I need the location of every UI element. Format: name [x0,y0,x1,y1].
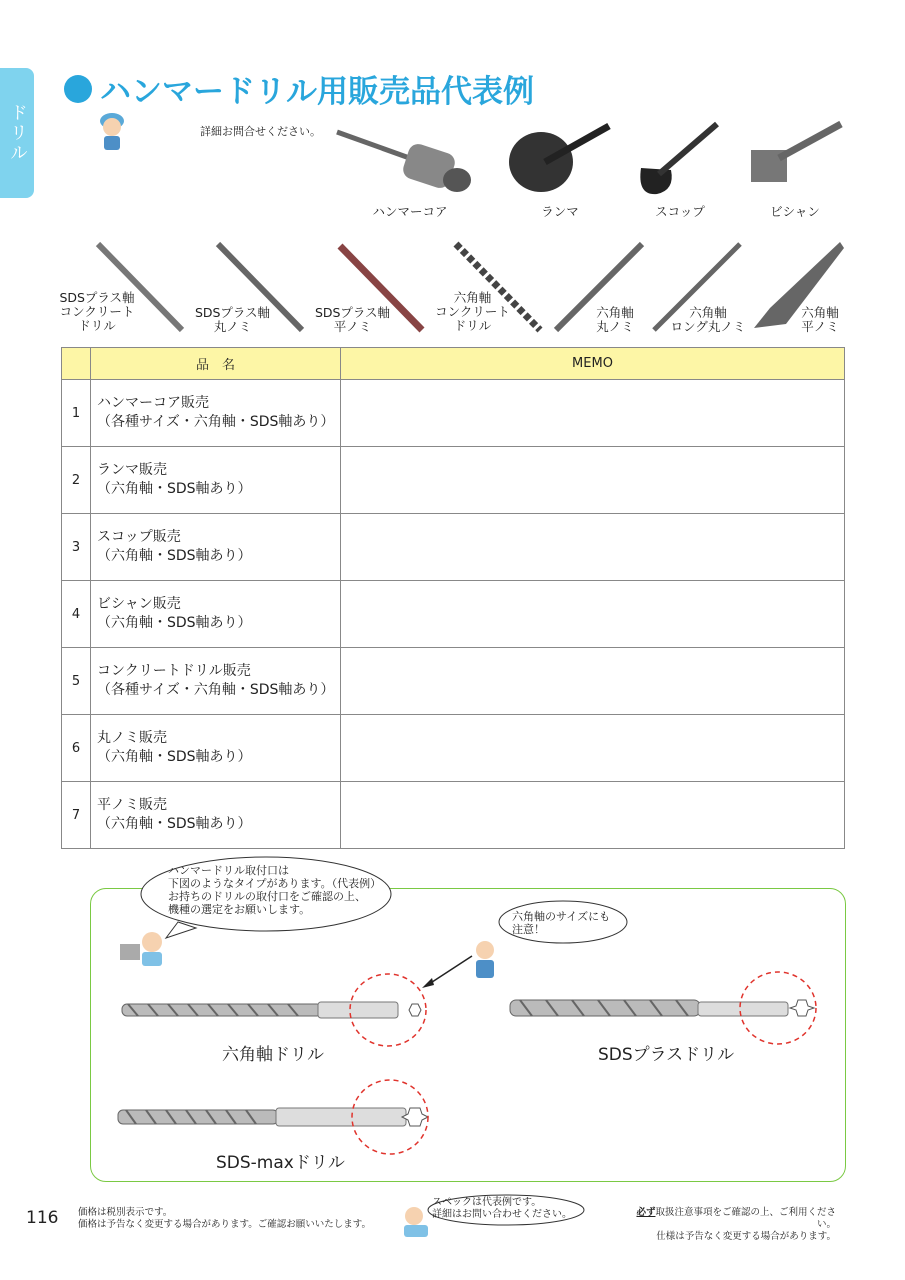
rammer-image [505,118,615,200]
row-name-line2: （六角軸・SDS軸あり） [97,481,252,497]
label-line: SDSプラス軸 [314,305,391,320]
page-title-text: ハンマードリル用販売品代表例 [100,74,534,110]
row-name [91,782,341,849]
table-row [62,648,845,715]
row-name-line1: 丸ノミ販売 [97,730,167,746]
row-name-line2: （六角軸・SDS軸あり） [97,816,252,832]
label-line: 六角軸 [453,290,492,305]
bubble-line: 下図のようなタイプがあります。（代表例） [168,877,382,890]
memo-cell[interactable] [341,380,845,447]
label-line: 六角軸 [596,305,634,320]
footer-line: 詳細はお問い合わせください。 [432,1209,572,1220]
memo-cell[interactable] [341,715,845,782]
product-label-hex-drill [430,291,515,333]
row-name [91,648,341,715]
footer-emphasis: 必ず [636,1207,656,1218]
inquiry-note: 詳細お問合せください。 [200,125,321,138]
footer-caution-note [622,1207,836,1243]
label-line: 丸ノミ [596,319,634,334]
label-line: ロング丸ノミ [670,319,746,334]
label-line: 丸ノミ [213,319,252,334]
memo-cell[interactable] [341,514,845,581]
row-name-line2: （各種サイズ・六角軸・SDS軸あり） [97,414,335,430]
label-line: ドリル [453,318,492,333]
header-memo: MEMO [341,348,845,380]
product-label-shovel: スコップ [655,204,705,219]
worker-mascot-icon [96,110,128,152]
row-name-line1: ビシャン販売 [97,596,181,612]
footer-price-note [78,1207,371,1231]
table-row [62,715,845,782]
speech-bubble-hex-text [512,910,622,936]
row-name-line2: （六角軸・SDS軸あり） [97,615,252,631]
product-label-hex-long-round-chisel [668,306,748,334]
row-name-line2: （六角軸・SDS軸あり） [97,548,252,564]
row-number: 7 [62,782,91,849]
memo-cell[interactable] [341,648,845,715]
product-label-hex-round-chisel [580,306,650,334]
label-line: コンクリート [59,304,135,319]
table-row [62,514,845,581]
footer-line: スペックは代表例です。 [432,1197,542,1208]
row-number: 1 [62,380,91,447]
row-name-line1: 平ノミ販売 [97,797,167,813]
table-header-row [62,348,845,380]
page-number: 116 [26,1208,59,1228]
footer-bubble-text [432,1197,572,1221]
header-name: 品 名 [91,348,341,380]
page-title [64,66,534,111]
row-number: 2 [62,447,91,514]
hex-drill-label: 六角軸ドリル [222,1045,324,1065]
product-label-sds-plus-drill [52,291,142,333]
row-name-line1: ハンマーコア販売 [97,395,209,411]
row-name [91,514,341,581]
row-name [91,380,341,447]
header-no [62,348,91,380]
row-number: 3 [62,514,91,581]
sds-max-drill-label: SDS-maxドリル [216,1153,345,1173]
hammer-core-image [335,118,485,200]
memo-cell[interactable] [341,581,845,648]
footer-line: 価格は予告なく変更する場合があります。ご確認お願いいたします。 [78,1219,371,1230]
label-line: ドリル [78,318,116,333]
product-label-hex-flat-chisel [790,306,850,334]
label-line: 平ノミ [333,319,372,334]
sds-max-drill-image [114,1078,436,1158]
footer-line: 仕様は予告なく変更する場合があります。 [656,1231,836,1242]
operator-mascot-icon [118,926,168,968]
row-name-line1: ランマ販売 [97,462,167,478]
bushing-tool-image [745,118,845,200]
product-label-bushing: ビシャン [770,204,820,219]
label-line: 六角軸 [801,305,839,320]
sds-plus-drill-label: SDSプラスドリル [598,1045,735,1065]
table-row [62,581,845,648]
product-label-hammer-core: ハンマーコア [372,204,448,219]
speech-bubble-main-text [168,864,388,916]
bubble-line: ハンマードリル取付口は [168,864,289,877]
product-label-sds-plus-round-chisel [190,306,275,334]
bullet-icon [64,75,92,103]
row-name [91,715,341,782]
sds-plus-drill-image [506,970,824,1050]
bubble-line: 六角軸のサイズにも [512,910,611,923]
row-name-line1: スコップ販売 [97,529,181,545]
shovel-image [635,118,725,200]
table-row [62,447,845,514]
bubble-line: お持ちのドリルの取付口をご確認の上、 [168,890,366,903]
row-name-line2: （各種サイズ・六角軸・SDS軸あり） [97,682,335,698]
product-label-sds-plus-flat-chisel [310,306,395,334]
footer-line: 価格は税別表示です。 [78,1207,173,1218]
memo-cell[interactable] [341,782,845,849]
row-name [91,581,341,648]
row-number: 5 [62,648,91,715]
table-row [62,380,845,447]
memo-cell[interactable] [341,447,845,514]
label-line: 平ノミ [801,319,839,334]
row-name-line1: コンクリートドリル販売 [97,663,251,679]
label-line: 六角軸 [689,305,727,320]
bubble-line: 機種の選定をお願いします。 [168,903,311,916]
label-line: コンクリート [435,304,510,319]
hex-drill-image [118,972,436,1050]
label-line: SDSプラス軸 [194,305,271,320]
row-number: 4 [62,581,91,648]
row-name-line2: （六角軸・SDS軸あり） [97,749,252,765]
side-tab-drill[interactable]: ドリル [0,68,34,198]
footer-caution-text: 取扱注意事項をご確認の上、ご利用ください。 [655,1207,836,1230]
table-row [62,782,845,849]
product-label-rammer: ランマ [541,204,579,219]
label-line: SDSプラス軸 [59,290,135,305]
product-memo-table [61,347,845,849]
footer-line [622,1207,836,1231]
bubble-line: 注意！ [512,923,545,936]
row-name [91,447,341,514]
row-number: 6 [62,715,91,782]
